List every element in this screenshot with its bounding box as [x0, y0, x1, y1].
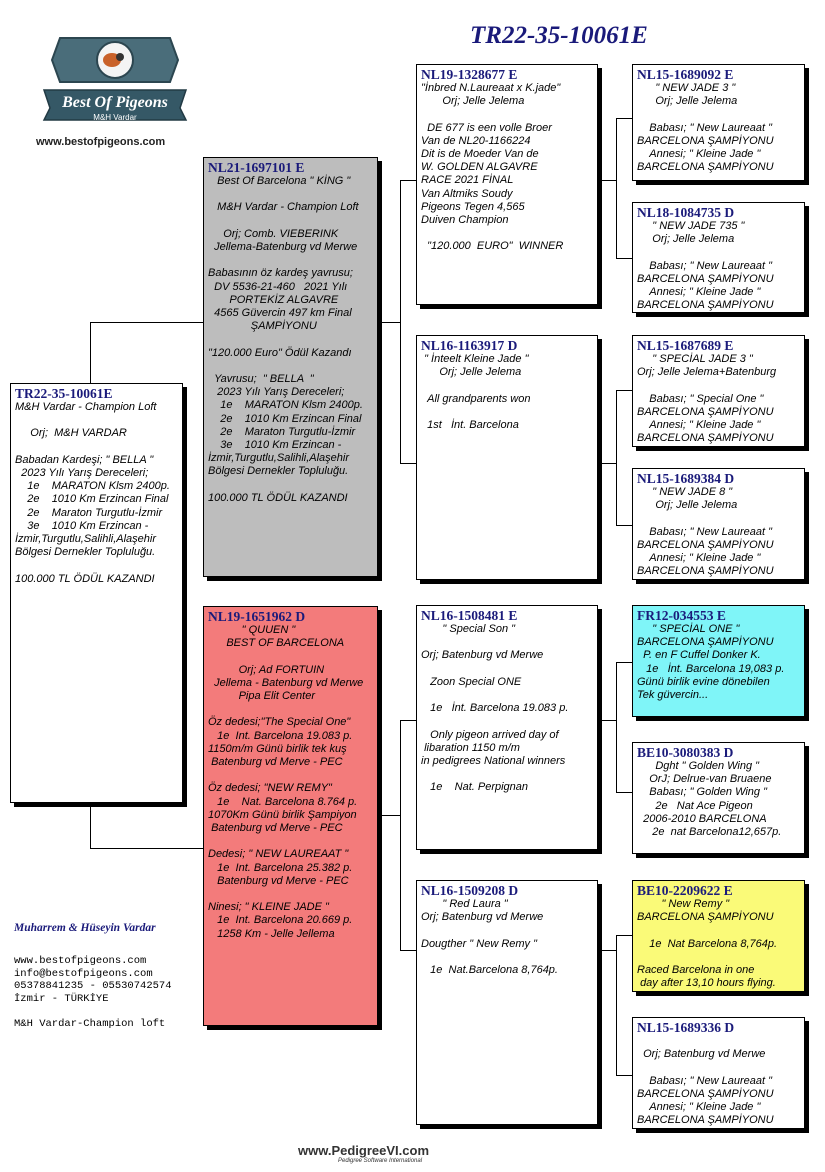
footer-tagline: Pedigree Software International: [338, 1158, 423, 1164]
dds-card[interactable]: [632, 880, 805, 992]
sire-sire-card[interactable]: [416, 64, 598, 305]
pigeon-info: " NEW JADE 8 " Orj; Jelle Jelema Babası; " New Laureaat " BARCELONA ŞAMPİYONU Annesi; " Kleine Jade " BARCELONA ŞAMPİYONU: [637, 486, 774, 578]
ddd-card[interactable]: [632, 1017, 805, 1129]
logo-title: Best Of Pigeons: [62, 94, 168, 111]
subject-pigeon-card[interactable]: [10, 383, 183, 803]
ring-number: BE10-3080383 D: [637, 745, 734, 760]
ring-number: NL19-1328677 E: [421, 67, 518, 82]
ring-number: TR22-35-10061E: [15, 386, 113, 401]
ring-number: NL21-1697101 E: [208, 160, 305, 175]
pigeon-info: " NEW JADE 3 " Orj; Jelle Jelema Babası; " New Laureaat " BARCELONA ŞAMPİYONU Annesi; " Kleine Jade " BARCELONA ŞAMPİYONU: [637, 82, 774, 174]
ring-number: NL15-1689336 D: [637, 1020, 735, 1035]
pigeon-info: " İnteelt Kleine Jade " Orj; Jelle Jelema All grandparents won 1st İnt. Barcelona: [424, 353, 531, 432]
dsd-card[interactable]: [632, 742, 805, 854]
pigeon-info: " Red Laura " Orj; Batenburg vd Merwe Dougther " New Remy " 1e Nat.Barcelona 8,764p.: [421, 898, 558, 977]
ring-number: FR12-034553 E: [637, 608, 726, 623]
sdd-card[interactable]: [632, 468, 805, 580]
pigeon-info: "İnbred N.Laureaat x K.jade" Orj; Jelle Jelema DE 677 is een volle Broer Van de NL20-1166224 Dit is de Moeder Van de W. GOLDEN ALGAVRE RACE 2021 FİNAL Van Altmiks Soudy Pigeons Tegen 4,565 Duiven Champion "120.000 EURO" WINNER: [421, 82, 564, 253]
dam-dam-card[interactable]: [416, 880, 598, 1125]
ring-number: BE10-2209622 E: [637, 883, 733, 898]
pigeon-info: " NEW JADE 735 " Orj; Jelle Jelema Babası; " New Laureaat " BARCELONA ŞAMPİYONU Annesi; " Kleine Jade " BARCELONA ŞAMPİYONU: [637, 220, 774, 312]
dam-card[interactable]: [203, 606, 378, 1026]
pigeon-info: " SPECİAL JADE 3 " Orj; Jelle Jelema+Batenburg Babası; " Special One " BARCELONA ŞAMPİYONU Annesi; " Kleine Jade " BARCELONA ŞAMPİYONU: [637, 353, 777, 445]
pigeon-info: " Special Son " Orj; Batenburg vd Merwe Zoon Special ONE 1e İnt. Barcelona 19.083 p. Only pigeon arrived day of libaration 1150 m/m in pedigrees National winners 1e Nat. Perpignan: [421, 623, 569, 794]
ring-number: NL15-1689092 E: [637, 67, 734, 82]
logo-subtitle: M&H Vardar: [93, 113, 137, 122]
ring-number: NL19-1651962 D: [208, 609, 306, 624]
contact-info: www.bestofpigeons.com info@bestofpigeons.com 05378841235 - 05530742574 İzmir - TÜRKİYE M&H Vardar-Champion loft: [14, 955, 172, 1030]
ring-number: NL15-1687689 E: [637, 338, 734, 353]
pigeon-info: " QUUEN " BEST OF BARCELONA Orj; Ad FORTUIN Jellema - Batenburg vd Merwe Pipa Elit Center Öz dedesi;"The Special One" 1e Int. Barcelona 19.083 p. 1150m/m Günü birlik tek kuş Batenburg vd Merve - PEC Öz dedesi; "NEW REMY" 1e Nat. Barcelona 8.764 p. 1070Km Günü birlik Şampiyon Batenburg vd Merve - PEC Dedesi; " NEW LAUREAAT " 1e Int. Barcelona 25.382 p. Batenburg vd Merve - PEC Ninesi; " KLEINE JADE " 1e Int. Barcelona 20.669 p. 1258 Km - Jelle Jellema: [208, 624, 364, 940]
ring-number: NL16-1509208 D: [421, 883, 519, 898]
sss-card[interactable]: [632, 64, 805, 181]
ring-number: NL16-1163917 D: [421, 338, 518, 353]
sire-card[interactable]: [203, 157, 378, 577]
pigeon-info: Orj; Batenburg vd Merwe Babası; " New Laureaat " BARCELONA ŞAMPİYONU Annesi; " Kleine Jade " BARCELONA ŞAMPİYONU: [637, 1048, 774, 1127]
sire-dam-card[interactable]: [416, 335, 598, 580]
footer-brand-text: www.PedigreeVI.com: [298, 1143, 430, 1158]
dss-card[interactable]: [632, 605, 805, 717]
pigeon-info: Dght " Golden Wing " OrJ; Delrue-van Bruaene Babası; " Golden Wing " 2e Nat Ace Pigeon 2006-2010 BARCELONA 2e nat Barcelona12,657p.: [643, 760, 782, 839]
ring-number: NL18-1084735 D: [637, 205, 735, 220]
ring-number: NL15-1689384 D: [637, 471, 735, 486]
website-label[interactable]: www.bestofpigeons.com: [36, 136, 166, 148]
sds-card[interactable]: [632, 335, 805, 447]
owner-name: Muharrem & Hüseyin Vardar: [14, 922, 156, 934]
page-title: TR22-35-10061E: [470, 22, 648, 49]
footer-brand: [298, 1143, 429, 1164]
pigeon-info: " SPECİAL ONE " BARCELONA ŞAMPİYONU P. en F Cuffel Donker K. 1e İnt. Barcelona 19,083 p. Günü birlik evine dönebilen Tek güvercin...: [637, 623, 785, 702]
ring-number: NL16-1508481 E: [421, 608, 518, 623]
pigeon-info: " New Remy " BARCELONA ŞAMPİYONU 1e Nat Barcelona 8,764p. Raced Barcelona in one day after 13,10 hours flying.: [637, 898, 778, 990]
ssd-card[interactable]: [632, 202, 805, 313]
dam-sire-card[interactable]: [416, 605, 598, 850]
pigeon-info: Best Of Barcelona " KİNG " M&H Vardar - Champion Loft Orj; Comb. VIEBERINK Jellema-Batenburg vd Merwe Babasının öz kardeş yavrusu; DV 5536-21-460 2021 Yılı PORTEKİZ ALGAVRE 4565 Güvercin 497 km Final ŞAMPİYONU "120.000 Euro" Ödül Kazandı Yavrusu; " BELLA " 2023 Yılı Yarış Dereceleri; 1e MARATON Klsm 2400p. 2e 1010 Km Erzincan Final 2e Maraton Turgutlu-İzmir 3e 1010 Km Erzincan - İzmir,Turgutlu,Salihli,Alaşehir Bölgesi Dernekler Topluluğu. 100.000 TL ÖDÜL KAZANDI: [208, 175, 363, 504]
pigeon-info: M&H Vardar - Champion Loft Orj; M&H VARDAR Babadan Kardeşi; " BELLA " 2023 Yılı Yarış Dereceleri; 1e MARATON Klsm 2400p. 2e 1010 Km Erzincan Final 2e Maraton Turgutlu-İzmir 3e 1010 Km Erzincan - İzmir,Turgutlu,Salihli,Alaşehir Bölgesi Dernekler Topluluğu. 100.000 TL ÖDÜL KAZANDI: [15, 401, 170, 585]
